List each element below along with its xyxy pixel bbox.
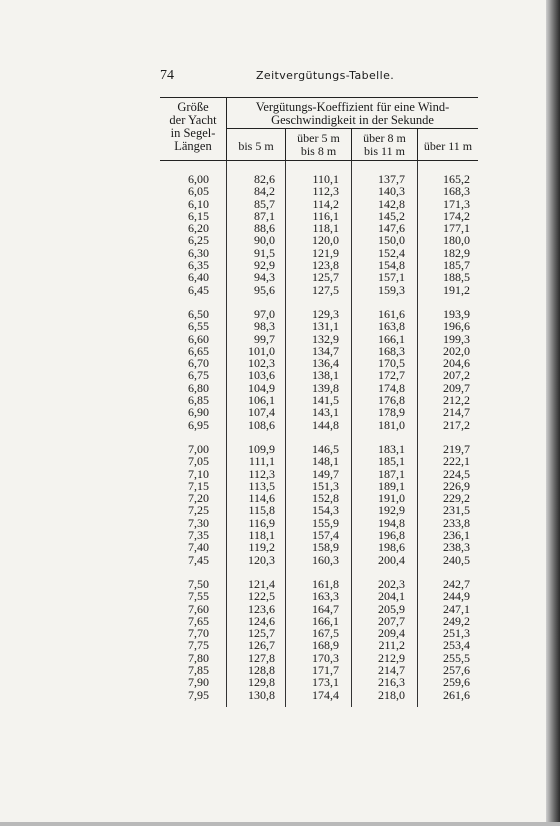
yacht-size-cell: 6,45 bbox=[188, 282, 209, 297]
coefficient-cell: 131,1 bbox=[312, 319, 339, 334]
coefficient-cell: 170,5 bbox=[378, 356, 405, 371]
header-divider bbox=[227, 128, 478, 129]
coefficient-cell: 121,9 bbox=[312, 245, 339, 260]
column-divider bbox=[226, 161, 227, 707]
coefficient-cell: 219,7 bbox=[443, 441, 470, 456]
coefficient-cell: 123,8 bbox=[312, 258, 339, 273]
coefficient-cell: 161,8 bbox=[312, 576, 339, 591]
coefficient-cell: 224,5 bbox=[443, 466, 470, 481]
coefficient-cell: 121,4 bbox=[248, 576, 275, 591]
coefficient-cell: 138,1 bbox=[312, 368, 339, 383]
coefficient-cell: 128,8 bbox=[248, 662, 275, 677]
coefficient-cell: 212,2 bbox=[443, 393, 470, 408]
table-row bbox=[160, 541, 478, 553]
coefficient-cell: 187,1 bbox=[378, 466, 405, 481]
row-group bbox=[160, 443, 478, 566]
yacht-size-cell: 6,10 bbox=[188, 196, 209, 211]
header-size-line: Größe bbox=[177, 100, 209, 114]
coefficient-cell: 207,2 bbox=[443, 368, 470, 383]
table-row bbox=[160, 185, 478, 197]
coefficient-cell: 106,1 bbox=[248, 393, 275, 408]
header-size-line: der Yacht bbox=[169, 113, 217, 127]
coefficient-cell: 207,7 bbox=[378, 613, 405, 628]
table-row bbox=[160, 455, 478, 467]
coefficient-cell: 180,0 bbox=[443, 233, 470, 248]
yacht-size-cell: 7,20 bbox=[188, 491, 209, 506]
coefficient-cell: 165,2 bbox=[443, 172, 470, 186]
header-sub-line: bis 5 m bbox=[238, 139, 274, 153]
coefficient-cell: 149,7 bbox=[312, 466, 339, 481]
header-sub-line: über 8 m bbox=[363, 131, 406, 145]
coefficient-cell: 181,0 bbox=[378, 417, 405, 432]
table-row bbox=[160, 468, 478, 480]
coefficient-cell: 88,6 bbox=[254, 221, 275, 236]
yacht-size-cell: 6,05 bbox=[188, 184, 209, 199]
yacht-size-cell: 7,35 bbox=[188, 528, 209, 543]
yacht-size-cell: 6,25 bbox=[188, 233, 209, 248]
coefficient-cell: 113,5 bbox=[248, 478, 275, 493]
coefficient-cell: 185,7 bbox=[443, 258, 470, 273]
yacht-size-cell: 7,75 bbox=[188, 638, 209, 653]
coefficient-cell: 163,8 bbox=[378, 319, 405, 334]
coefficient-cell: 140,3 bbox=[378, 184, 405, 199]
coefficient-cell: 218,0 bbox=[378, 687, 405, 702]
coefficient-cell: 189,1 bbox=[378, 478, 405, 493]
coefficient-cell: 92,9 bbox=[254, 258, 275, 273]
yacht-size-cell: 7,65 bbox=[188, 613, 209, 628]
coefficient-cell: 115,8 bbox=[248, 503, 275, 518]
coefficient-cell: 159,3 bbox=[378, 282, 405, 297]
coefficient-cell: 177,1 bbox=[443, 221, 470, 236]
coefficient-cell: 118,1 bbox=[248, 528, 275, 543]
table-row bbox=[160, 554, 478, 566]
coefficient-cell: 183,1 bbox=[378, 441, 405, 456]
coefficient-cell: 242,7 bbox=[443, 576, 470, 591]
coefficient-cell: 171,7 bbox=[312, 662, 339, 677]
table-body bbox=[160, 161, 478, 701]
coefficient-cell: 171,3 bbox=[443, 196, 470, 211]
coefficient-cell: 148,1 bbox=[312, 454, 339, 469]
yacht-size-cell: 6,70 bbox=[188, 356, 209, 371]
coefficient-cell: 192,9 bbox=[378, 503, 405, 518]
column-divider bbox=[417, 161, 418, 707]
coefficient-cell: 116,9 bbox=[248, 515, 275, 530]
coefficient-cell: 204,6 bbox=[443, 356, 470, 371]
yacht-size-cell: 7,55 bbox=[188, 589, 209, 604]
coefficient-cell: 174,2 bbox=[443, 208, 470, 223]
coefficient-cell: 209,7 bbox=[443, 380, 470, 395]
coefficient-cell: 107,4 bbox=[248, 405, 275, 420]
coefficient-cell: 112,3 bbox=[312, 184, 339, 199]
coefficient-cell: 127,5 bbox=[312, 282, 339, 297]
coefficient-cell: 112,3 bbox=[248, 466, 275, 481]
coefficient-cell: 116,1 bbox=[312, 208, 339, 223]
yacht-size-cell: 7,15 bbox=[188, 478, 209, 493]
coefficient-cell: 214,7 bbox=[443, 405, 470, 420]
coefficient-cell: 97,0 bbox=[254, 306, 275, 321]
coefficient-cell: 87,1 bbox=[254, 208, 275, 223]
coefficient-cell: 99,7 bbox=[254, 331, 275, 346]
coefficient-cell: 129,8 bbox=[248, 675, 275, 690]
coefficient-cell: 104,9 bbox=[248, 380, 275, 395]
header-bis-5m bbox=[227, 140, 285, 153]
coefficient-cell: 120,3 bbox=[248, 552, 275, 567]
table-row bbox=[160, 406, 478, 418]
coefficient-cell: 109,9 bbox=[248, 441, 275, 456]
column-divider bbox=[351, 161, 352, 707]
header-sub-line: über 5 m bbox=[297, 131, 340, 145]
coefficient-cell: 101,0 bbox=[248, 343, 275, 358]
coefficient-cell: 85,7 bbox=[254, 196, 275, 211]
coefficient-cell: 259,6 bbox=[443, 675, 470, 690]
coefficient-cell: 164,7 bbox=[312, 601, 339, 616]
page-edge-shadow bbox=[546, 0, 560, 826]
coefficient-cell: 174,8 bbox=[378, 380, 405, 395]
coefficient-cell: 191,2 bbox=[443, 282, 470, 297]
coefficient-cell: 172,7 bbox=[378, 368, 405, 383]
coefficient-cell: 178,9 bbox=[378, 405, 405, 420]
coefficient-cell: 152,4 bbox=[378, 245, 405, 260]
coefficient-cell: 91,5 bbox=[254, 245, 275, 260]
coefficient-cell: 120,0 bbox=[312, 233, 339, 248]
yacht-size-cell: 7,30 bbox=[188, 515, 209, 530]
coefficient-cell: 114,6 bbox=[248, 491, 275, 506]
yacht-size-cell: 6,35 bbox=[188, 258, 209, 273]
table-row bbox=[160, 284, 478, 296]
coefficient-cell: 247,1 bbox=[443, 601, 470, 616]
table-row bbox=[160, 504, 478, 516]
coefficient-cell: 170,3 bbox=[312, 650, 339, 665]
coefficient-cell: 108,6 bbox=[248, 417, 275, 432]
coefficient-cell: 216,3 bbox=[378, 675, 405, 690]
coefficient-cell: 174,4 bbox=[312, 687, 339, 702]
coefficient-cell: 226,9 bbox=[443, 478, 470, 493]
coefficient-cell: 217,2 bbox=[443, 417, 470, 432]
yacht-size-cell: 6,90 bbox=[188, 405, 209, 420]
coefficient-cell: 136,4 bbox=[312, 356, 339, 371]
header-group-line: Geschwindigkeit in der Sekunde bbox=[271, 113, 434, 127]
coefficient-cell: 222,1 bbox=[443, 454, 470, 469]
coefficient-cell: 196,6 bbox=[443, 319, 470, 334]
table-row bbox=[160, 590, 478, 602]
coefficient-cell: 94,3 bbox=[254, 270, 275, 285]
coefficient-cell: 238,3 bbox=[443, 540, 470, 555]
coefficient-cell: 161,6 bbox=[378, 306, 405, 321]
yacht-size-cell: 6,15 bbox=[188, 208, 209, 223]
coefficient-cell: 103,6 bbox=[248, 368, 275, 383]
coefficient-cell: 194,8 bbox=[378, 515, 405, 530]
header-group-title bbox=[227, 101, 478, 127]
coefficient-cell: 132,9 bbox=[312, 331, 339, 346]
coefficient-cell: 251,3 bbox=[443, 626, 470, 641]
row-group bbox=[160, 173, 478, 296]
coefficient-cell: 168,3 bbox=[443, 184, 470, 199]
coefficient-cell: 191,0 bbox=[378, 491, 405, 506]
column-divider bbox=[285, 161, 286, 707]
coefficient-cell: 125,7 bbox=[248, 626, 275, 641]
coefficient-cell: 202,3 bbox=[378, 576, 405, 591]
coefficient-cell: 176,8 bbox=[378, 393, 405, 408]
header-size-line: Längen bbox=[174, 139, 212, 153]
yacht-size-cell: 7,95 bbox=[188, 687, 209, 702]
table-row bbox=[160, 639, 478, 651]
coefficient-cell: 200,4 bbox=[378, 552, 405, 567]
coefficient-cell: 130,8 bbox=[248, 687, 275, 702]
header-uber-11m bbox=[418, 140, 478, 153]
coefficient-cell: 212,9 bbox=[378, 650, 405, 665]
yacht-size-cell: 7,90 bbox=[188, 675, 209, 690]
header-8-11m bbox=[352, 132, 417, 157]
header-5-8m bbox=[286, 132, 351, 157]
yacht-size-cell: 6,00 bbox=[188, 172, 209, 186]
page-title: Zeitvergütungs-Tabelle. bbox=[256, 69, 395, 82]
yacht-size-cell: 6,20 bbox=[188, 221, 209, 236]
table-row bbox=[160, 603, 478, 615]
yacht-size-cell: 6,60 bbox=[188, 331, 209, 346]
header-size-line: in Segel- bbox=[170, 126, 216, 140]
coefficient-cell: 261,6 bbox=[443, 687, 470, 702]
table-header bbox=[160, 97, 478, 161]
coefficient-cell: 185,1 bbox=[378, 454, 405, 469]
coefficient-cell: 124,6 bbox=[248, 613, 275, 628]
coefficient-cell: 167,5 bbox=[312, 626, 339, 641]
coefficient-cell: 150,0 bbox=[378, 233, 405, 248]
yacht-size-cell: 7,60 bbox=[188, 601, 209, 616]
coefficient-cell: 102,3 bbox=[248, 356, 275, 371]
table-row bbox=[160, 676, 478, 688]
coefficient-cell: 193,9 bbox=[443, 306, 470, 321]
coefficient-table bbox=[160, 97, 478, 713]
coefficient-cell: 163,3 bbox=[312, 589, 339, 604]
coefficient-cell: 90,0 bbox=[254, 233, 275, 248]
coefficient-cell: 152,8 bbox=[312, 491, 339, 506]
coefficient-cell: 196,8 bbox=[378, 528, 405, 543]
yacht-size-cell: 6,55 bbox=[188, 319, 209, 334]
yacht-size-cell: 7,10 bbox=[188, 466, 209, 481]
coefficient-cell: 123,6 bbox=[248, 601, 275, 616]
table-row bbox=[160, 320, 478, 332]
coefficient-cell: 119,2 bbox=[248, 540, 275, 555]
coefficient-cell: 125,7 bbox=[312, 270, 339, 285]
header-sub-line: bis 8 m bbox=[300, 143, 337, 158]
coefficient-cell: 198,6 bbox=[378, 540, 405, 555]
coefficient-cell: 158,9 bbox=[312, 540, 339, 555]
yacht-size-cell: 7,40 bbox=[188, 540, 209, 555]
coefficient-cell: 229,2 bbox=[443, 491, 470, 506]
yacht-size-cell: 6,75 bbox=[188, 368, 209, 383]
coefficient-cell: 142,8 bbox=[378, 196, 405, 211]
coefficient-cell: 157,1 bbox=[378, 270, 405, 285]
coefficient-cell: 126,7 bbox=[248, 638, 275, 653]
coefficient-cell: 255,5 bbox=[443, 650, 470, 665]
header-group-line: Vergütungs-Koeffizient für eine Wind- bbox=[255, 100, 450, 114]
coefficient-cell: 114,2 bbox=[312, 196, 339, 211]
coefficient-cell: 137,7 bbox=[378, 172, 405, 186]
row-group bbox=[160, 578, 478, 701]
yacht-size-cell: 7,85 bbox=[188, 662, 209, 677]
coefficient-cell: 134,7 bbox=[312, 343, 339, 358]
yacht-size-cell: 7,05 bbox=[188, 454, 209, 469]
table-row bbox=[160, 369, 478, 381]
coefficient-cell: 173,1 bbox=[312, 675, 339, 690]
coefficient-cell: 231,5 bbox=[443, 503, 470, 518]
yacht-size-cell: 7,80 bbox=[188, 650, 209, 665]
coefficient-cell: 154,3 bbox=[312, 503, 339, 518]
yacht-size-cell: 6,40 bbox=[188, 270, 209, 285]
coefficient-cell: 146,5 bbox=[312, 441, 339, 456]
yacht-size-cell: 7,25 bbox=[188, 503, 209, 518]
yacht-size-cell: 7,50 bbox=[188, 576, 209, 591]
yacht-size-cell: 6,85 bbox=[188, 393, 209, 408]
coefficient-cell: 111,1 bbox=[248, 454, 275, 469]
yacht-size-cell: 6,80 bbox=[188, 380, 209, 395]
table-row bbox=[160, 689, 478, 701]
yacht-size-cell: 6,30 bbox=[188, 245, 209, 260]
coefficient-cell: 182,9 bbox=[443, 245, 470, 260]
coefficient-cell: 139,8 bbox=[312, 380, 339, 395]
header-size-column bbox=[160, 101, 226, 153]
coefficient-cell: 168,9 bbox=[312, 638, 339, 653]
coefficient-cell: 129,3 bbox=[312, 306, 339, 321]
coefficient-cell: 98,3 bbox=[254, 319, 275, 334]
coefficient-cell: 95,6 bbox=[254, 282, 275, 297]
page-bottom-edge bbox=[0, 822, 560, 826]
coefficient-cell: 199,3 bbox=[443, 331, 470, 346]
coefficient-cell: 141,5 bbox=[312, 393, 339, 408]
row-group bbox=[160, 308, 478, 431]
coefficient-cell: 145,2 bbox=[378, 208, 405, 223]
coefficient-cell: 204,1 bbox=[378, 589, 405, 604]
coefficient-cell: 155,9 bbox=[312, 515, 339, 530]
coefficient-cell: 127,8 bbox=[248, 650, 275, 665]
table-row bbox=[160, 333, 478, 345]
coefficient-cell: 253,4 bbox=[443, 638, 470, 653]
coefficient-cell: 166,1 bbox=[378, 331, 405, 346]
yacht-size-cell: 6,95 bbox=[188, 417, 209, 432]
coefficient-cell: 118,1 bbox=[312, 221, 339, 236]
yacht-size-cell: 7,70 bbox=[188, 626, 209, 641]
coefficient-cell: 205,9 bbox=[378, 601, 405, 616]
header-sub-line: über 11 m bbox=[423, 139, 473, 153]
coefficient-cell: 244,9 bbox=[443, 589, 470, 604]
table-row bbox=[160, 234, 478, 246]
yacht-size-cell: 6,50 bbox=[188, 306, 209, 321]
coefficient-cell: 166,1 bbox=[312, 613, 339, 628]
coefficient-cell: 249,2 bbox=[443, 613, 470, 628]
coefficient-cell: 236,1 bbox=[443, 528, 470, 543]
coefficient-cell: 160,3 bbox=[312, 552, 339, 567]
running-header bbox=[160, 68, 460, 84]
coefficient-cell: 214,7 bbox=[378, 662, 405, 677]
coefficient-cell: 143,1 bbox=[312, 405, 339, 420]
yacht-size-cell: 7,00 bbox=[188, 441, 209, 456]
coefficient-cell: 168,3 bbox=[378, 343, 405, 358]
coefficient-cell: 240,5 bbox=[443, 552, 470, 567]
yacht-size-cell: 6,65 bbox=[188, 343, 209, 358]
coefficient-cell: 211,2 bbox=[378, 638, 405, 653]
coefficient-cell: 188,5 bbox=[443, 270, 470, 285]
coefficient-cell: 151,3 bbox=[312, 478, 339, 493]
header-sub-line: bis 11 m bbox=[364, 143, 405, 158]
coefficient-cell: 154,8 bbox=[378, 258, 405, 273]
coefficient-cell: 147,6 bbox=[378, 221, 405, 236]
coefficient-cell: 110,1 bbox=[312, 172, 339, 186]
coefficient-cell: 84,2 bbox=[254, 184, 275, 199]
coefficient-cell: 202,0 bbox=[443, 343, 470, 358]
coefficient-cell: 233,8 bbox=[443, 515, 470, 530]
coefficient-cell: 209,4 bbox=[378, 626, 405, 641]
coefficient-cell: 122,5 bbox=[248, 589, 275, 604]
coefficient-cell: 144,8 bbox=[312, 417, 339, 432]
table-row bbox=[160, 419, 478, 431]
coefficient-cell: 82,6 bbox=[254, 172, 275, 186]
yacht-size-cell: 7,45 bbox=[188, 552, 209, 567]
page-number: 74 bbox=[160, 68, 174, 83]
coefficient-cell: 157,4 bbox=[312, 528, 339, 543]
table-row bbox=[160, 271, 478, 283]
coefficient-cell: 257,6 bbox=[443, 662, 470, 677]
